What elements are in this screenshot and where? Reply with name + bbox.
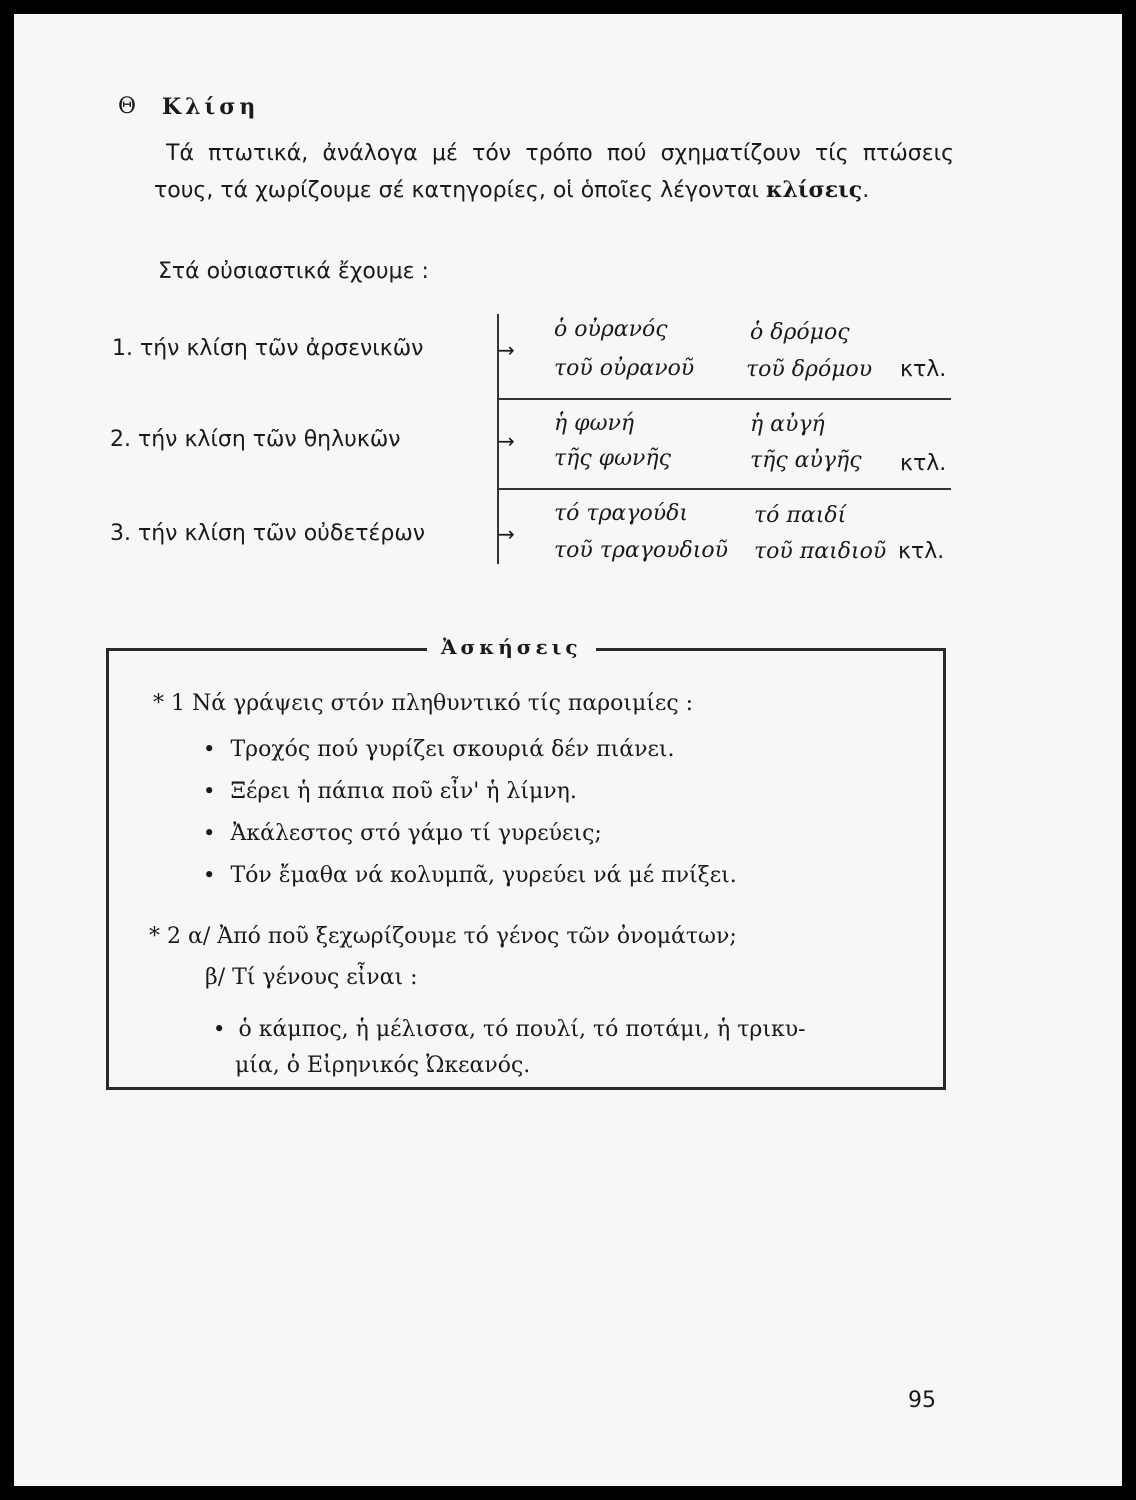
lead-text: Στά οὐσιαστικά ἔχουμε : bbox=[158, 259, 429, 284]
declension-label: 2. τήν κλίση τῶν θηλυκῶν bbox=[110, 427, 401, 452]
exercises-title: Ἀσκήσεις bbox=[427, 635, 596, 659]
list-item bbox=[203, 821, 602, 846]
section-letter: Θ bbox=[118, 94, 137, 119]
list-item bbox=[203, 779, 577, 804]
example-genitive: τῆς φωνῆς bbox=[554, 446, 671, 471]
proverb-text: Τροχός πού γυρίζει σκουριά δέν πιάνει. bbox=[230, 737, 675, 762]
etc-suffix: κτλ. bbox=[900, 357, 947, 382]
example-genitive: τοῦ δρόμου bbox=[746, 357, 873, 382]
bullet: • bbox=[203, 779, 216, 803]
bullet: • bbox=[203, 863, 216, 887]
declension-label: 1. τήν κλίση τῶν ἀρσενικῶν bbox=[112, 336, 424, 361]
arrow-icon: → bbox=[498, 338, 515, 362]
exercises-box bbox=[106, 635, 946, 1090]
example-nominative: ὁ οὐρανός bbox=[554, 317, 668, 342]
list-item bbox=[203, 737, 674, 762]
section-title: Κλίση bbox=[162, 94, 260, 120]
list-item bbox=[203, 863, 737, 888]
example-nominative: τό παιδί bbox=[754, 503, 847, 528]
example-genitive: τῆς αὐγῆς bbox=[750, 448, 862, 473]
etc-suffix: κτλ. bbox=[900, 451, 947, 476]
proverb-text: Ξέρει ἡ πάπια ποῦ εἶν' ἡ λίμνη. bbox=[230, 779, 577, 804]
example-nominative: τό τραγούδι bbox=[554, 501, 689, 526]
bullet: • bbox=[213, 1017, 226, 1041]
bullet: • bbox=[203, 737, 216, 761]
exercise-1-prompt: * 1 Νά γράψεις στόν πληθυντικό τίς παροιμίες : bbox=[153, 691, 694, 716]
intro-paragraph bbox=[154, 136, 954, 209]
intro-keyword: κλίσεις bbox=[765, 177, 863, 203]
exercise-2-part-b: β/ Τί γένους εἶναι : bbox=[205, 965, 418, 990]
example-genitive: τοῦ τραγουδιοῦ bbox=[554, 538, 729, 563]
table-divider-2 bbox=[499, 488, 951, 490]
etc-suffix: κτλ. bbox=[898, 539, 945, 564]
example-genitive: τοῦ παιδιοῦ bbox=[754, 539, 887, 564]
proverb-text: Τόν ἔμαθα νά κολυμπᾶ, γυρεύει νά μέ πνίξει. bbox=[230, 863, 737, 888]
example-nominative: ἡ αὐγή bbox=[750, 412, 825, 437]
example-nominative: ὁ δρόμος bbox=[750, 320, 850, 345]
declension-label: 3. τήν κλίση τῶν οὐδετέρων bbox=[110, 521, 426, 546]
example-genitive: τοῦ οὐρανοῦ bbox=[554, 356, 695, 381]
intro-text: Τά πτωτικά, ἀνάλογα μέ τόν τρόπο πού σχηματίζουν τίς πτώσεις τους, τά χωρίζουμε σέ κατηγορίες, οἱ ὁποῖες λέγονται bbox=[154, 141, 954, 203]
arrow-icon: → bbox=[498, 522, 515, 546]
nouns-list-line-1: ὁ κάμπος, ἡ μέλισσα, τό πουλί, τό ποτάμι, ἡ τρικυ- bbox=[238, 1017, 806, 1042]
page-number: 95 bbox=[908, 1388, 936, 1413]
textbook-page bbox=[14, 14, 1122, 1486]
proverb-text: Ἀκάλεστος στό γάμο τί γυρεύεις; bbox=[230, 821, 602, 846]
example-nominative: ἡ φωνή bbox=[554, 411, 635, 436]
arrow-icon: → bbox=[498, 429, 515, 453]
nouns-list-line-2: μία, ὁ Εἰρηνικός Ὠκεανός. bbox=[235, 1053, 531, 1078]
exercise-2-part-a: * 2 α/ Ἀπό ποῦ ξεχωρίζουμε τό γένος τῶν ὀνομάτων; bbox=[149, 924, 737, 949]
bullet: • bbox=[203, 821, 216, 845]
table-divider-1 bbox=[499, 398, 951, 400]
list-item bbox=[213, 1017, 806, 1042]
intro-end: . bbox=[862, 178, 870, 203]
